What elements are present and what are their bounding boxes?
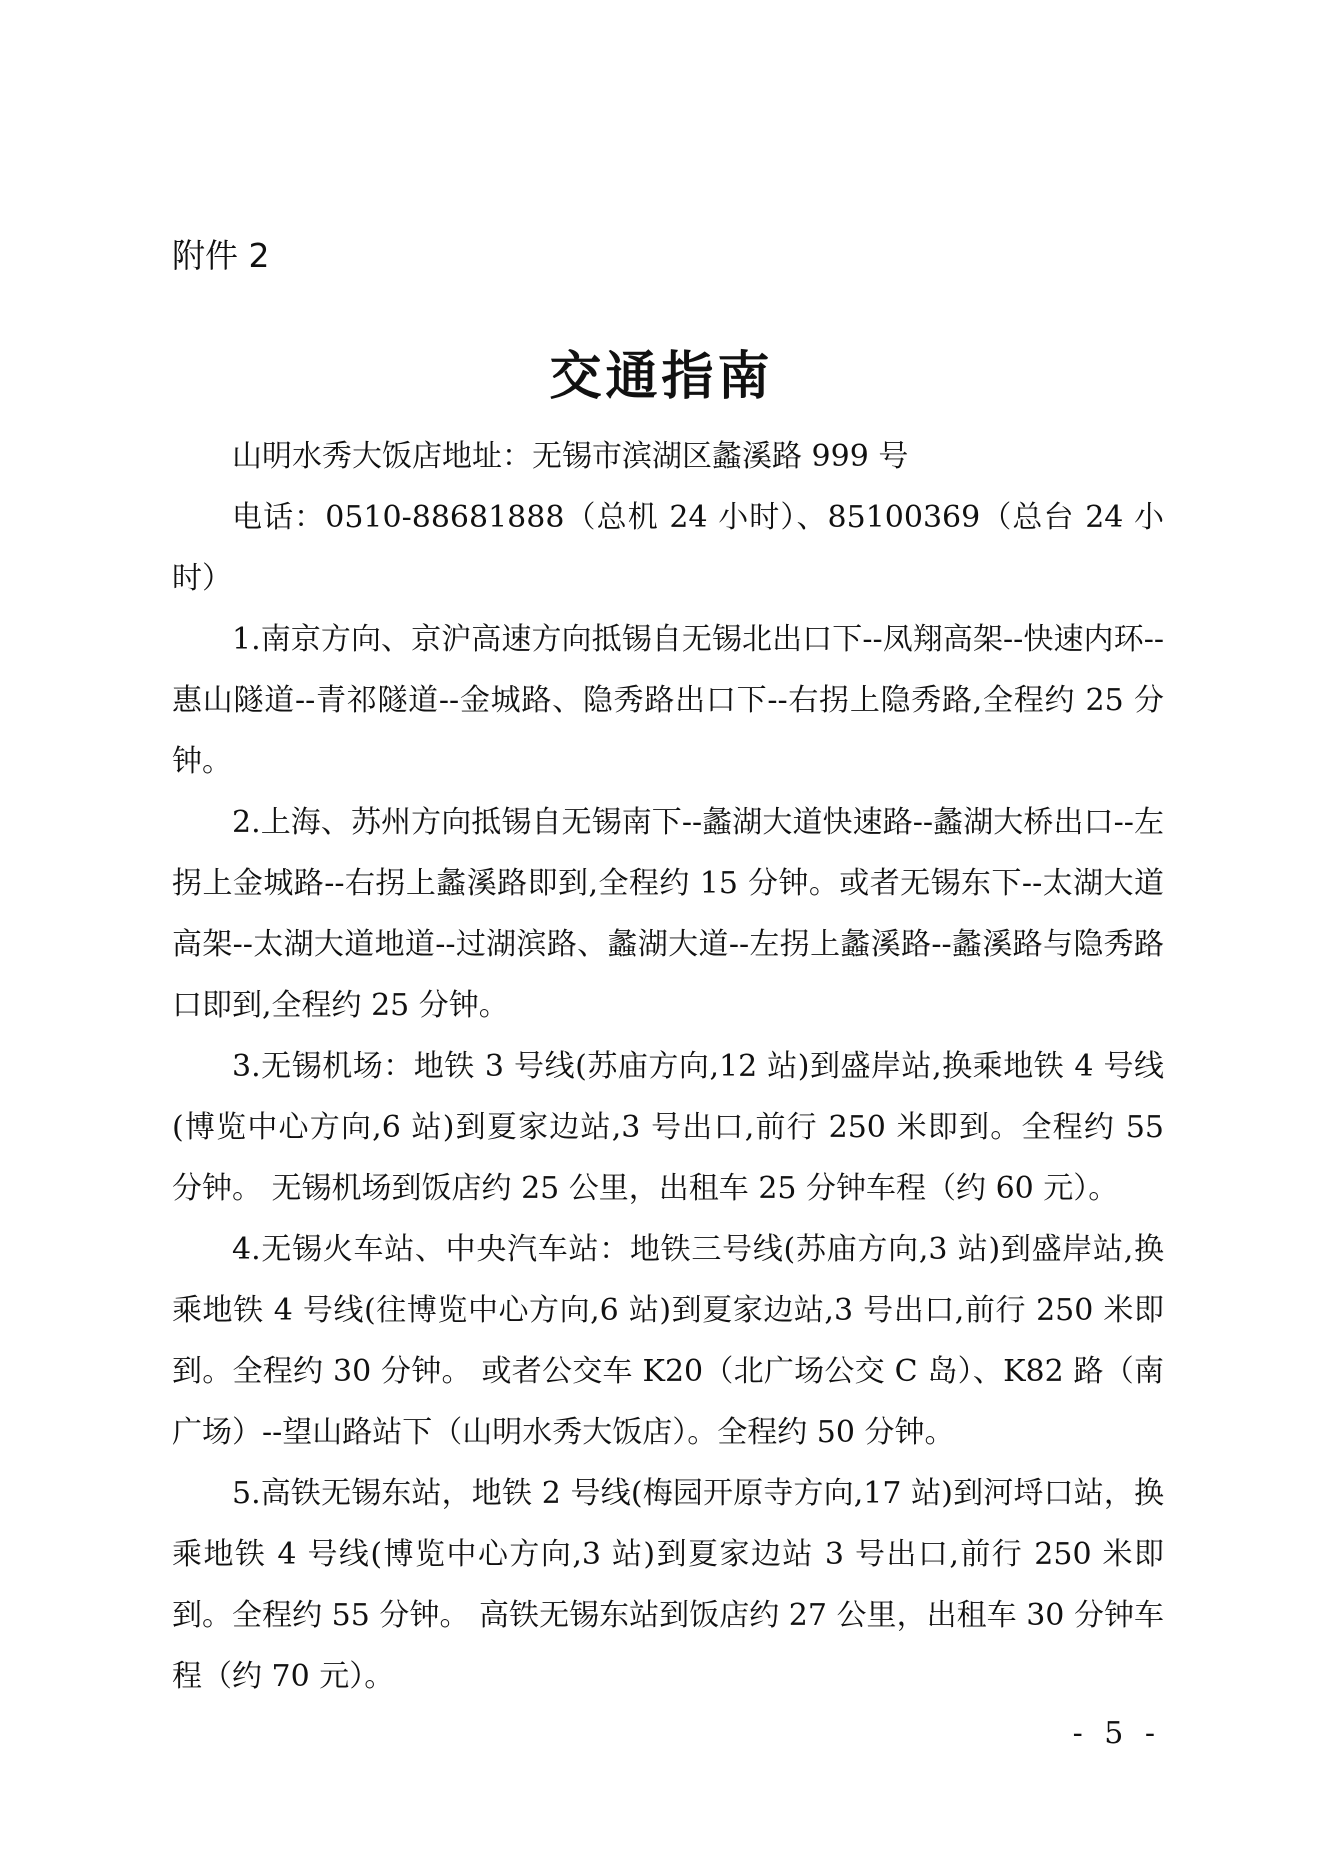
phone-line: 电话：0510-88681888（总机 24 小时）、85100369（总台 24 小时） <box>172 500 1164 596</box>
attachment-label: 附件 2 <box>172 236 270 275</box>
direction-item-nanjing: 1.南京方向、京沪高速方向抵锡自无锡北出口下--凤翔高架--快速内环--惠山隧道--青祁隧道--金城路、隐秀路出口下--右拐上隐秀路,全程约 25 分钟。 <box>172 622 1164 779</box>
address-line: 山明水秀大饭店地址：无锡市滨湖区蠡溪路 999 号 <box>232 439 909 474</box>
direction-item-high-speed-rail: 5.高铁无锡东站，地铁 2 号线(梅园开原寺方向,17 站)到河埒口站，换乘地铁 4 号线(博览中心方向,3 站)到夏家边站 3 号出口,前行 250 米即到。全程约 55 分钟。 高铁无锡东站到饭店约 27 公里，出租车 30 分钟车程（约 70 元）。 <box>172 1476 1164 1694</box>
direction-item-railway-station: 4.无锡火车站、中央汽车站：地铁三号线(苏庙方向,3 站)到盛岸站,换乘地铁 4 号线(往博览中心方向,6 站)到夏家边站,3 号出口,前行 250 米即到。全程约 30 分钟。 或者公交车 K20（北广场公交 C 岛）、K82 路（南广场）--望山路站下（山明水秀大饭店）。全程约 50 分钟。 <box>172 1232 1164 1450</box>
document-title: 交通指南 <box>549 347 774 407</box>
direction-item-airport: 3.无锡机场：地铁 3 号线(苏庙方向,12 站)到盛岸站,换乘地铁 4 号线(博览中心方向,6 站)到夏家边站,3 号出口,前行 250 米即到。全程约 55 分钟。 无锡机场到饭店约 25 公里，出租车 25 分钟车程（约 60 元）。 <box>172 1049 1164 1206</box>
direction-item-shanghai-suzhou: 2.上海、苏州方向抵锡自无锡南下--蠡湖大道快速路--蠡湖大桥出口--左拐上金城路--右拐上蠡溪路即到,全程约 15 分钟。或者无锡东下--太湖大道高架--太湖大道地道--过湖滨路、蠡湖大道--左拐上蠡溪路--蠡溪路与隐秀路口即到,全程约 25 分钟。 <box>172 805 1164 1023</box>
document-body <box>172 426 1164 1707</box>
page-number: - 5 - <box>1072 1716 1161 1751</box>
